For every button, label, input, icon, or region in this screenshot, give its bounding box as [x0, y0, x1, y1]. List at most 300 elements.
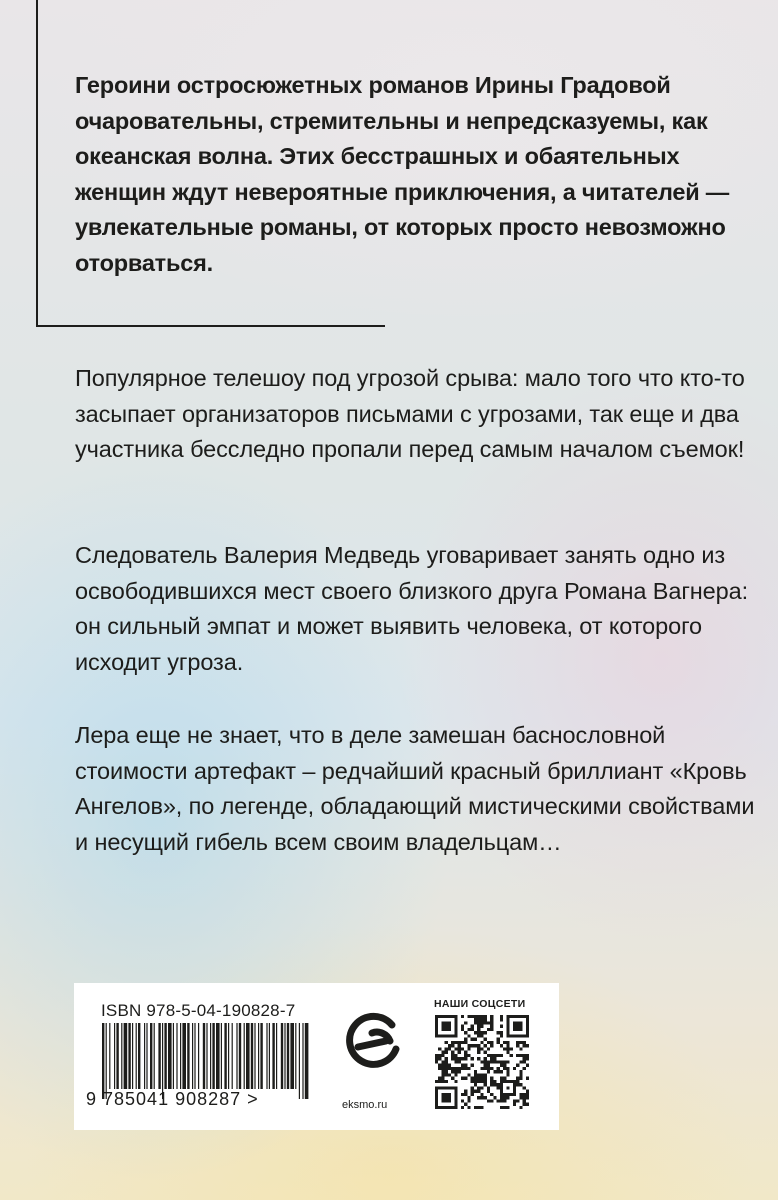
qr-module [526, 1057, 529, 1060]
qr-module [500, 1034, 503, 1037]
barcode-bar [102, 1023, 104, 1099]
publisher-site: eksmo.ru [342, 1099, 388, 1111]
qr-module [523, 1096, 526, 1099]
barcode-bar [246, 1023, 250, 1089]
qr-module [516, 1064, 519, 1067]
qr-module [500, 1064, 503, 1067]
social-label: НАШИ СОЦСЕТИ [434, 998, 526, 1010]
qr-module [526, 1093, 529, 1096]
qr-module [458, 1044, 461, 1047]
barcode-bar [136, 1023, 137, 1089]
qr-module [519, 1041, 522, 1044]
barcode-bar [210, 1023, 211, 1089]
qr-module [519, 1096, 522, 1099]
qr-module [487, 1060, 490, 1063]
barcode-bar [173, 1023, 174, 1089]
qr-module [523, 1067, 526, 1070]
qr-module [523, 1060, 526, 1063]
qr-module [471, 1015, 474, 1018]
qr-module [487, 1021, 490, 1024]
qr-module [487, 1099, 490, 1102]
qr-module [477, 1086, 480, 1089]
qr-module [471, 1093, 474, 1096]
qr-module [484, 1038, 487, 1041]
qr-module [500, 1015, 503, 1018]
barcode-bar [302, 1023, 303, 1099]
qr-module [523, 1103, 526, 1106]
qr-module [464, 1031, 467, 1034]
qr-module [516, 1044, 519, 1047]
barcode-bar [239, 1023, 241, 1089]
qr-module [474, 1015, 477, 1018]
qr-module [487, 1041, 490, 1044]
barcode-bar [158, 1023, 160, 1089]
qr-module [448, 1073, 451, 1076]
qr-module [519, 1073, 522, 1076]
qr-module [480, 1031, 483, 1034]
qr-module [458, 1070, 461, 1073]
qr-module [467, 1067, 470, 1070]
barcode-bar [224, 1023, 226, 1089]
qr-module [477, 1106, 480, 1109]
qr-module [480, 1086, 483, 1089]
qr-module [506, 1106, 509, 1109]
qr-module [454, 1067, 457, 1070]
barcode-bar [269, 1023, 270, 1089]
qr-module [451, 1070, 454, 1073]
qr-module [497, 1067, 500, 1070]
qr-module [477, 1090, 480, 1093]
qr-module [438, 1054, 441, 1057]
qr-module [480, 1096, 483, 1099]
qr-module [477, 1018, 480, 1021]
barcode-bar [281, 1023, 283, 1089]
qr-module [435, 1080, 438, 1083]
barcode-bar [266, 1023, 267, 1089]
qr-module [477, 1096, 480, 1099]
qr-module [448, 1067, 451, 1070]
qr-module [438, 1080, 441, 1083]
qr-module [490, 1099, 493, 1102]
synopsis-paragraph-1: Популярное телешоу под угрозой срыва: мало того что кто-то засыпает организаторов письмами с угрозами, так еще и два участника бесследно пропали перед самым началом съемок! [75, 365, 745, 463]
qr-module [438, 1064, 441, 1067]
qr-module [506, 1060, 509, 1063]
qr-module [503, 1047, 506, 1050]
qr-module [490, 1044, 493, 1047]
qr-module [467, 1015, 470, 1018]
qr-module [458, 1041, 461, 1044]
qr-module [487, 1064, 490, 1067]
qr-module [471, 1080, 474, 1083]
qr-module [506, 1086, 509, 1089]
qr-module [519, 1106, 522, 1109]
qr-module [454, 1073, 457, 1076]
qr-module [458, 1060, 461, 1063]
qr-module [435, 1057, 438, 1060]
qr-module [506, 1073, 509, 1076]
qr-module [435, 1054, 438, 1057]
qr-module [506, 1067, 509, 1070]
qr-module [441, 1073, 444, 1076]
qr-module [461, 1067, 464, 1070]
qr-module [477, 1080, 480, 1083]
qr-module [480, 1060, 483, 1063]
qr-module [516, 1077, 519, 1080]
qr-module [484, 1073, 487, 1076]
qr-module [497, 1083, 500, 1086]
qr-module [490, 1077, 493, 1080]
qr-module [484, 1057, 487, 1060]
qr-module [461, 1077, 464, 1080]
qr-module [497, 1070, 500, 1073]
qr-module [454, 1060, 457, 1063]
qr-module [461, 1093, 464, 1096]
barcode-bar [121, 1023, 122, 1089]
qr-module [526, 1054, 529, 1057]
qr-module [471, 1077, 474, 1080]
qr-module [484, 1077, 487, 1080]
qr-module [497, 1060, 500, 1063]
qr-module [454, 1041, 457, 1044]
qr-module [487, 1070, 490, 1073]
qr-module [445, 1064, 448, 1067]
qr-module [503, 1041, 506, 1044]
qr-module [458, 1057, 461, 1060]
qr-module [464, 1067, 467, 1070]
barcode-bar [232, 1023, 233, 1089]
qr-module [490, 1021, 493, 1024]
qr-module [480, 1041, 483, 1044]
qr-module [477, 1073, 480, 1076]
barcode-bar [216, 1023, 220, 1089]
qr-module [471, 1038, 474, 1041]
qr-module [487, 1028, 490, 1031]
qr-module [484, 1044, 487, 1047]
barcode-bar [154, 1023, 155, 1089]
qr-module [484, 1051, 487, 1054]
qr-module [493, 1054, 496, 1057]
qr-module [445, 1060, 448, 1063]
barcode-digits: 9 785041 908287 > [86, 1089, 259, 1109]
qr-module [523, 1041, 526, 1044]
qr-module [458, 1047, 461, 1050]
qr-module [500, 1044, 503, 1047]
qr-module [519, 1083, 522, 1086]
barcode-bar [114, 1023, 115, 1089]
qr-module [451, 1044, 454, 1047]
qr-module [445, 1080, 448, 1083]
qr-module [461, 1047, 464, 1050]
qr-module [497, 1086, 500, 1089]
qr-module [480, 1018, 483, 1021]
qr-module [464, 1103, 467, 1106]
qr-module [467, 1028, 470, 1031]
qr-module [519, 1070, 522, 1073]
qr-module [490, 1057, 493, 1060]
qr-module [513, 1021, 523, 1031]
qr-module [477, 1025, 480, 1028]
qr-module [519, 1047, 522, 1050]
qr-module [506, 1070, 509, 1073]
qr-module [513, 1103, 516, 1106]
qr-module [480, 1015, 483, 1018]
qr-module [497, 1054, 500, 1057]
qr-module [490, 1067, 493, 1070]
qr-module [448, 1064, 451, 1067]
qr-module [474, 1070, 477, 1073]
barcode-bar [138, 1023, 140, 1089]
qr-module [464, 1077, 467, 1080]
qr-module [477, 1028, 480, 1031]
qr-module [451, 1051, 454, 1054]
qr-module [484, 1064, 487, 1067]
qr-module [477, 1021, 480, 1024]
qr-module [461, 1106, 464, 1109]
qr-module [503, 1060, 506, 1063]
qr-module [458, 1067, 461, 1070]
qr-module [451, 1057, 454, 1060]
qr-module [493, 1070, 496, 1073]
qr-module [526, 1090, 529, 1093]
qr-module [467, 1044, 470, 1047]
barcode-bar [305, 1023, 309, 1099]
qr-module [500, 1060, 503, 1063]
qr-module [467, 1054, 470, 1057]
qr-module [516, 1099, 519, 1102]
qr-module [493, 1083, 496, 1086]
qr-module [474, 1038, 477, 1041]
barcode-bar [290, 1023, 294, 1089]
qr-module [490, 1028, 493, 1031]
qr-module [503, 1106, 506, 1109]
barcode-bar [168, 1023, 172, 1089]
qr-module [477, 1034, 480, 1037]
qr-module [448, 1044, 451, 1047]
qr-module [445, 1051, 448, 1054]
qr-module [490, 1093, 493, 1096]
barcode-bar [182, 1023, 186, 1089]
qr-module [500, 1025, 503, 1028]
qr-module [516, 1083, 519, 1086]
qr-module [474, 1031, 477, 1034]
barcode-bar [187, 1023, 189, 1089]
qr-module [493, 1096, 496, 1099]
qr-module [445, 1067, 448, 1070]
qr-module [461, 1041, 464, 1044]
qr-module [513, 1099, 516, 1102]
qr-module [480, 1067, 483, 1070]
qr-module [477, 1031, 480, 1034]
barcode-bar [272, 1023, 274, 1089]
qr-module [493, 1057, 496, 1060]
qr-module [487, 1067, 490, 1070]
qr-module [480, 1080, 483, 1083]
qr-module [454, 1047, 457, 1050]
barcode-bar [146, 1023, 147, 1089]
qr-module [506, 1051, 509, 1054]
barcode-bar [284, 1023, 285, 1089]
barcode-bar [251, 1023, 253, 1089]
qr-module [467, 1096, 470, 1099]
qr-module [464, 1093, 467, 1096]
qr-module [484, 1080, 487, 1083]
qr-module [464, 1041, 467, 1044]
qr-module [467, 1099, 470, 1102]
qr-module [441, 1070, 444, 1073]
qr-module [458, 1051, 461, 1054]
qr-module [500, 1070, 503, 1073]
qr-module [487, 1086, 490, 1089]
qr-module [477, 1051, 480, 1054]
qr-module [484, 1031, 487, 1034]
qr-module [471, 1086, 474, 1089]
eksmo-logo-icon [346, 1003, 404, 1083]
qr-module [503, 1067, 506, 1070]
qr-module [474, 1077, 477, 1080]
qr-module [503, 1099, 506, 1102]
qr-module [471, 1057, 474, 1060]
qr-module [484, 1018, 487, 1021]
qr-module [445, 1057, 448, 1060]
qr-module [523, 1086, 526, 1089]
qr-module [487, 1054, 490, 1057]
barcode-bar [198, 1023, 199, 1089]
qr-module [500, 1031, 503, 1034]
qr-module [461, 1064, 464, 1067]
barcode-bar [128, 1023, 130, 1089]
qr-module [506, 1041, 509, 1044]
qr-module [438, 1057, 441, 1060]
intro-text: Героини остросюжетных романов Ирины Градовой очаровательны, стремительны и непредсказуемы, как океанская волна. Этих бесстрашных и обаятельных женщин ждут невероятные приключения, а читателей — увлекательные романы, от которых просто невозможно оторваться. [75, 72, 730, 276]
qr-module [506, 1096, 509, 1099]
qr-module [526, 1077, 529, 1080]
qr-module [474, 1106, 477, 1109]
qr-module [490, 1025, 493, 1028]
qr-module [480, 1021, 483, 1024]
qr-module [474, 1090, 477, 1093]
qr-module [497, 1099, 500, 1102]
qr-module [454, 1057, 457, 1060]
barcode-bar [254, 1023, 255, 1089]
qr-module [454, 1070, 457, 1073]
qr-module [526, 1103, 529, 1106]
qr-module [474, 1083, 477, 1086]
barcode-bar [287, 1023, 289, 1089]
qr-module [480, 1034, 483, 1037]
qr-module [438, 1067, 441, 1070]
qr-module [487, 1090, 490, 1093]
qr-module [441, 1077, 444, 1080]
qr-module [438, 1047, 441, 1050]
qr-module [441, 1051, 444, 1054]
qr-module [464, 1021, 467, 1024]
barcode-icon [98, 1023, 313, 1099]
barcode-bar [192, 1023, 193, 1089]
qr-module [484, 1015, 487, 1018]
qr-module [484, 1060, 487, 1063]
qr-module [490, 1018, 493, 1021]
qr-module [461, 1028, 464, 1031]
qr-module [490, 1080, 493, 1083]
qr-module [523, 1057, 526, 1060]
qr-module [500, 1018, 503, 1021]
qr-module [500, 1096, 503, 1099]
qr-module [464, 1057, 467, 1060]
qr-module [506, 1047, 509, 1050]
qr-module [510, 1054, 513, 1057]
qr-module [451, 1054, 454, 1057]
frame-vertical-line [36, 0, 38, 327]
qr-module [467, 1047, 470, 1050]
qr-module [441, 1093, 451, 1103]
qr-module [484, 1021, 487, 1024]
qr-module [477, 1015, 480, 1018]
barcode-bar [124, 1023, 128, 1089]
qr-module [523, 1054, 526, 1057]
qr-module [471, 1025, 474, 1028]
qr-module [474, 1018, 477, 1021]
barcode-bar [236, 1023, 237, 1089]
barcode-bar [180, 1023, 181, 1089]
qr-module [438, 1077, 441, 1080]
qr-module [519, 1054, 522, 1057]
qr-module [467, 1034, 470, 1037]
qr-module [467, 1073, 470, 1076]
qr-module [503, 1077, 506, 1080]
qr-module [474, 1073, 477, 1076]
barcode-bar [164, 1023, 166, 1089]
qr-module [480, 1025, 483, 1028]
qr-module [503, 1096, 506, 1099]
qr-module [441, 1080, 444, 1083]
qr-module [471, 1044, 474, 1047]
qr-module [526, 1096, 529, 1099]
barcode-bar [194, 1023, 195, 1089]
qr-module [451, 1067, 454, 1070]
qr-module [477, 1057, 480, 1060]
qr-module [464, 1064, 467, 1067]
qr-module [480, 1093, 483, 1096]
qr-module [519, 1077, 522, 1080]
qr-module [445, 1041, 448, 1044]
qr-module [471, 1090, 474, 1093]
qr-module [503, 1064, 506, 1067]
qr-module [464, 1054, 467, 1057]
qr-module [477, 1047, 480, 1050]
qr-module [441, 1054, 444, 1057]
qr-module [526, 1044, 529, 1047]
qr-module [477, 1044, 480, 1047]
qr-module [516, 1041, 519, 1044]
qr-module [471, 1064, 474, 1067]
qr-module [493, 1060, 496, 1063]
qr-module [474, 1044, 477, 1047]
qr-module [461, 1057, 464, 1060]
qr-module [497, 1038, 500, 1041]
barcode-bar [276, 1023, 277, 1089]
qr-module [497, 1041, 500, 1044]
synopsis-paragraph-2: Следователь Валерия Медведь уговаривает занять одно из освободившихся мест своего близкого друга Романа Вагнера: он сильный эмпат и может выявить человека, от которого исходит угроза. [75, 542, 749, 675]
qr-module [464, 1051, 467, 1054]
qr-module [497, 1031, 500, 1034]
qr-module [490, 1083, 493, 1086]
qr-module [441, 1060, 444, 1063]
barcode-bar [260, 1023, 262, 1089]
qr-module [441, 1021, 451, 1031]
publisher-info-box [74, 983, 559, 1130]
qr-module [516, 1080, 519, 1083]
qr-module [445, 1047, 448, 1050]
